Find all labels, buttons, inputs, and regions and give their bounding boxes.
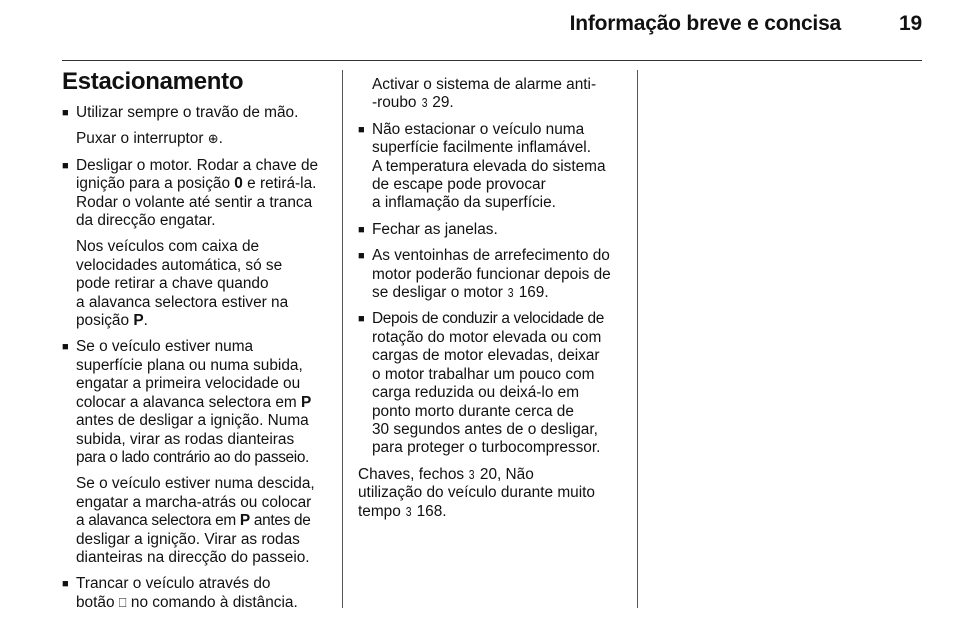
text-line: rotação do motor elevada ou com bbox=[372, 328, 602, 346]
text-line: Nos veículos com caixa de bbox=[76, 238, 260, 256]
page-reference-icon: 3 bbox=[469, 466, 475, 482]
bullet-icon: ■ bbox=[358, 313, 365, 326]
text-line: Não estacionar o veículo numa bbox=[372, 120, 585, 138]
page-reference-icon: 3 bbox=[507, 285, 514, 301]
text-line: superfície plana ou numa subida, bbox=[76, 356, 303, 374]
lock-key-icon: ⎕ bbox=[118, 594, 127, 610]
page-reference-icon: 3 bbox=[421, 95, 428, 111]
running-head bbox=[0, 12, 922, 46]
cross-reference-paragraph bbox=[358, 466, 626, 521]
text-line: a alavanca selectora em P antes de bbox=[76, 512, 311, 530]
bullet-icon: ■ bbox=[62, 159, 69, 172]
text-line: Depois de conduzir a velocidade de bbox=[372, 310, 604, 328]
text-line: ponto morto durante cerca de bbox=[372, 402, 574, 420]
bullet-icon: ■ bbox=[62, 107, 69, 119]
text-line: Utilizar sempre o travão de mão. bbox=[76, 104, 299, 121]
text-line: antes de desligar a ignição. Numa bbox=[76, 412, 309, 430]
list-item bbox=[62, 104, 328, 149]
text-line: pode retirar a chave quando bbox=[76, 275, 269, 293]
left-bullet-list bbox=[62, 104, 328, 612]
text-line: cargas de motor elevadas, deixar bbox=[372, 347, 600, 365]
middle-bullet-list bbox=[358, 121, 626, 458]
text-line: posição P. bbox=[76, 312, 148, 330]
page-reference-icon: 3 bbox=[405, 503, 412, 519]
text-line: -roubo 3 29. bbox=[372, 94, 454, 112]
text-line: colocar a alavanca selectora em P bbox=[76, 393, 312, 411]
text-line: para proteger o turbocompressor. bbox=[372, 439, 601, 457]
text-line: a alavanca selectora estiver na bbox=[76, 293, 289, 311]
text-line: carga reduzida ou deixá-lo em bbox=[372, 384, 580, 402]
text-line: da direcção engatar. bbox=[76, 212, 216, 230]
bullet-icon: ■ bbox=[358, 223, 365, 236]
text-line: superfície facilmente inflamável. bbox=[372, 139, 591, 157]
bullet-icon: ■ bbox=[358, 250, 365, 263]
list-item bbox=[62, 157, 328, 331]
text-line: ignição para a posição 0 e retirá-la. bbox=[76, 175, 317, 193]
text-line: dianteiras na direcção do passeio. bbox=[76, 548, 310, 566]
list-item bbox=[358, 247, 626, 302]
parking-brake-icon: ⊕ bbox=[207, 131, 219, 147]
text-line: tempo 3 168. bbox=[358, 502, 447, 520]
list-item bbox=[62, 575, 328, 612]
text-line: subida, virar as rodas dianteiras bbox=[76, 430, 295, 448]
header-rule bbox=[62, 60, 922, 61]
text-line: Chaves, fechos 3 20, Não bbox=[358, 465, 534, 483]
text-line: engatar a marcha-atrás ou colocar bbox=[76, 493, 312, 511]
text-line: Puxar o interruptor ⊕. bbox=[76, 130, 223, 148]
text-line: Trancar o veículo através do bbox=[76, 575, 271, 593]
column-divider-1 bbox=[342, 70, 343, 608]
text-line: motor poderão funcionar depois de bbox=[372, 265, 611, 283]
text-line: se desligar o motor 3 169. bbox=[372, 284, 549, 302]
middle-column bbox=[358, 76, 626, 521]
list-item bbox=[358, 221, 626, 239]
list-item bbox=[358, 310, 626, 457]
text-line: velocidades automática, só se bbox=[76, 256, 283, 274]
column-divider-2 bbox=[637, 70, 638, 608]
text-line: Se o veículo estiver numa bbox=[76, 338, 254, 356]
text-line: Fechar as janelas. bbox=[372, 220, 498, 238]
continued-paragraph bbox=[358, 76, 626, 113]
text-line: utilização do veículo durante muito bbox=[358, 484, 595, 502]
list-item bbox=[358, 121, 626, 213]
text-line: Desligar o motor. Rodar a chave de bbox=[76, 156, 319, 174]
text-line: botão ⎕ no comando à distância. bbox=[76, 593, 298, 611]
page-header-title: Informação breve e concisa bbox=[569, 12, 842, 35]
text-line: A temperatura elevada do sistema bbox=[372, 157, 606, 175]
text-line: a inflamação da superfície. bbox=[372, 194, 556, 212]
text-line: Se o veículo estiver numa descida, bbox=[76, 475, 315, 493]
text-line: engatar a primeira velocidade ou bbox=[76, 375, 301, 393]
page-number: 19 bbox=[899, 12, 922, 35]
left-column bbox=[62, 68, 328, 620]
text-line: As ventoinhas de arrefecimento do bbox=[372, 247, 610, 265]
text-line: 30 segundos antes de o desligar, bbox=[372, 420, 598, 438]
text-line: o motor trabalhar um pouco com bbox=[372, 365, 595, 383]
text-line: para o lado contrário ao do passeio. bbox=[76, 448, 309, 466]
text-line: desligar a ignição. Virar as rodas bbox=[76, 530, 300, 548]
bullet-icon: ■ bbox=[358, 123, 365, 136]
bullet-icon: ■ bbox=[62, 341, 69, 354]
bullet-icon: ■ bbox=[62, 578, 69, 591]
text-line: de escape pode provocar bbox=[372, 176, 546, 194]
text-line: Rodar o volante até sentir a tranca bbox=[76, 193, 313, 211]
section-title: Estacionamento bbox=[62, 68, 244, 95]
list-item bbox=[62, 338, 328, 567]
text-line: Activar o sistema de alarme anti- bbox=[372, 76, 597, 93]
